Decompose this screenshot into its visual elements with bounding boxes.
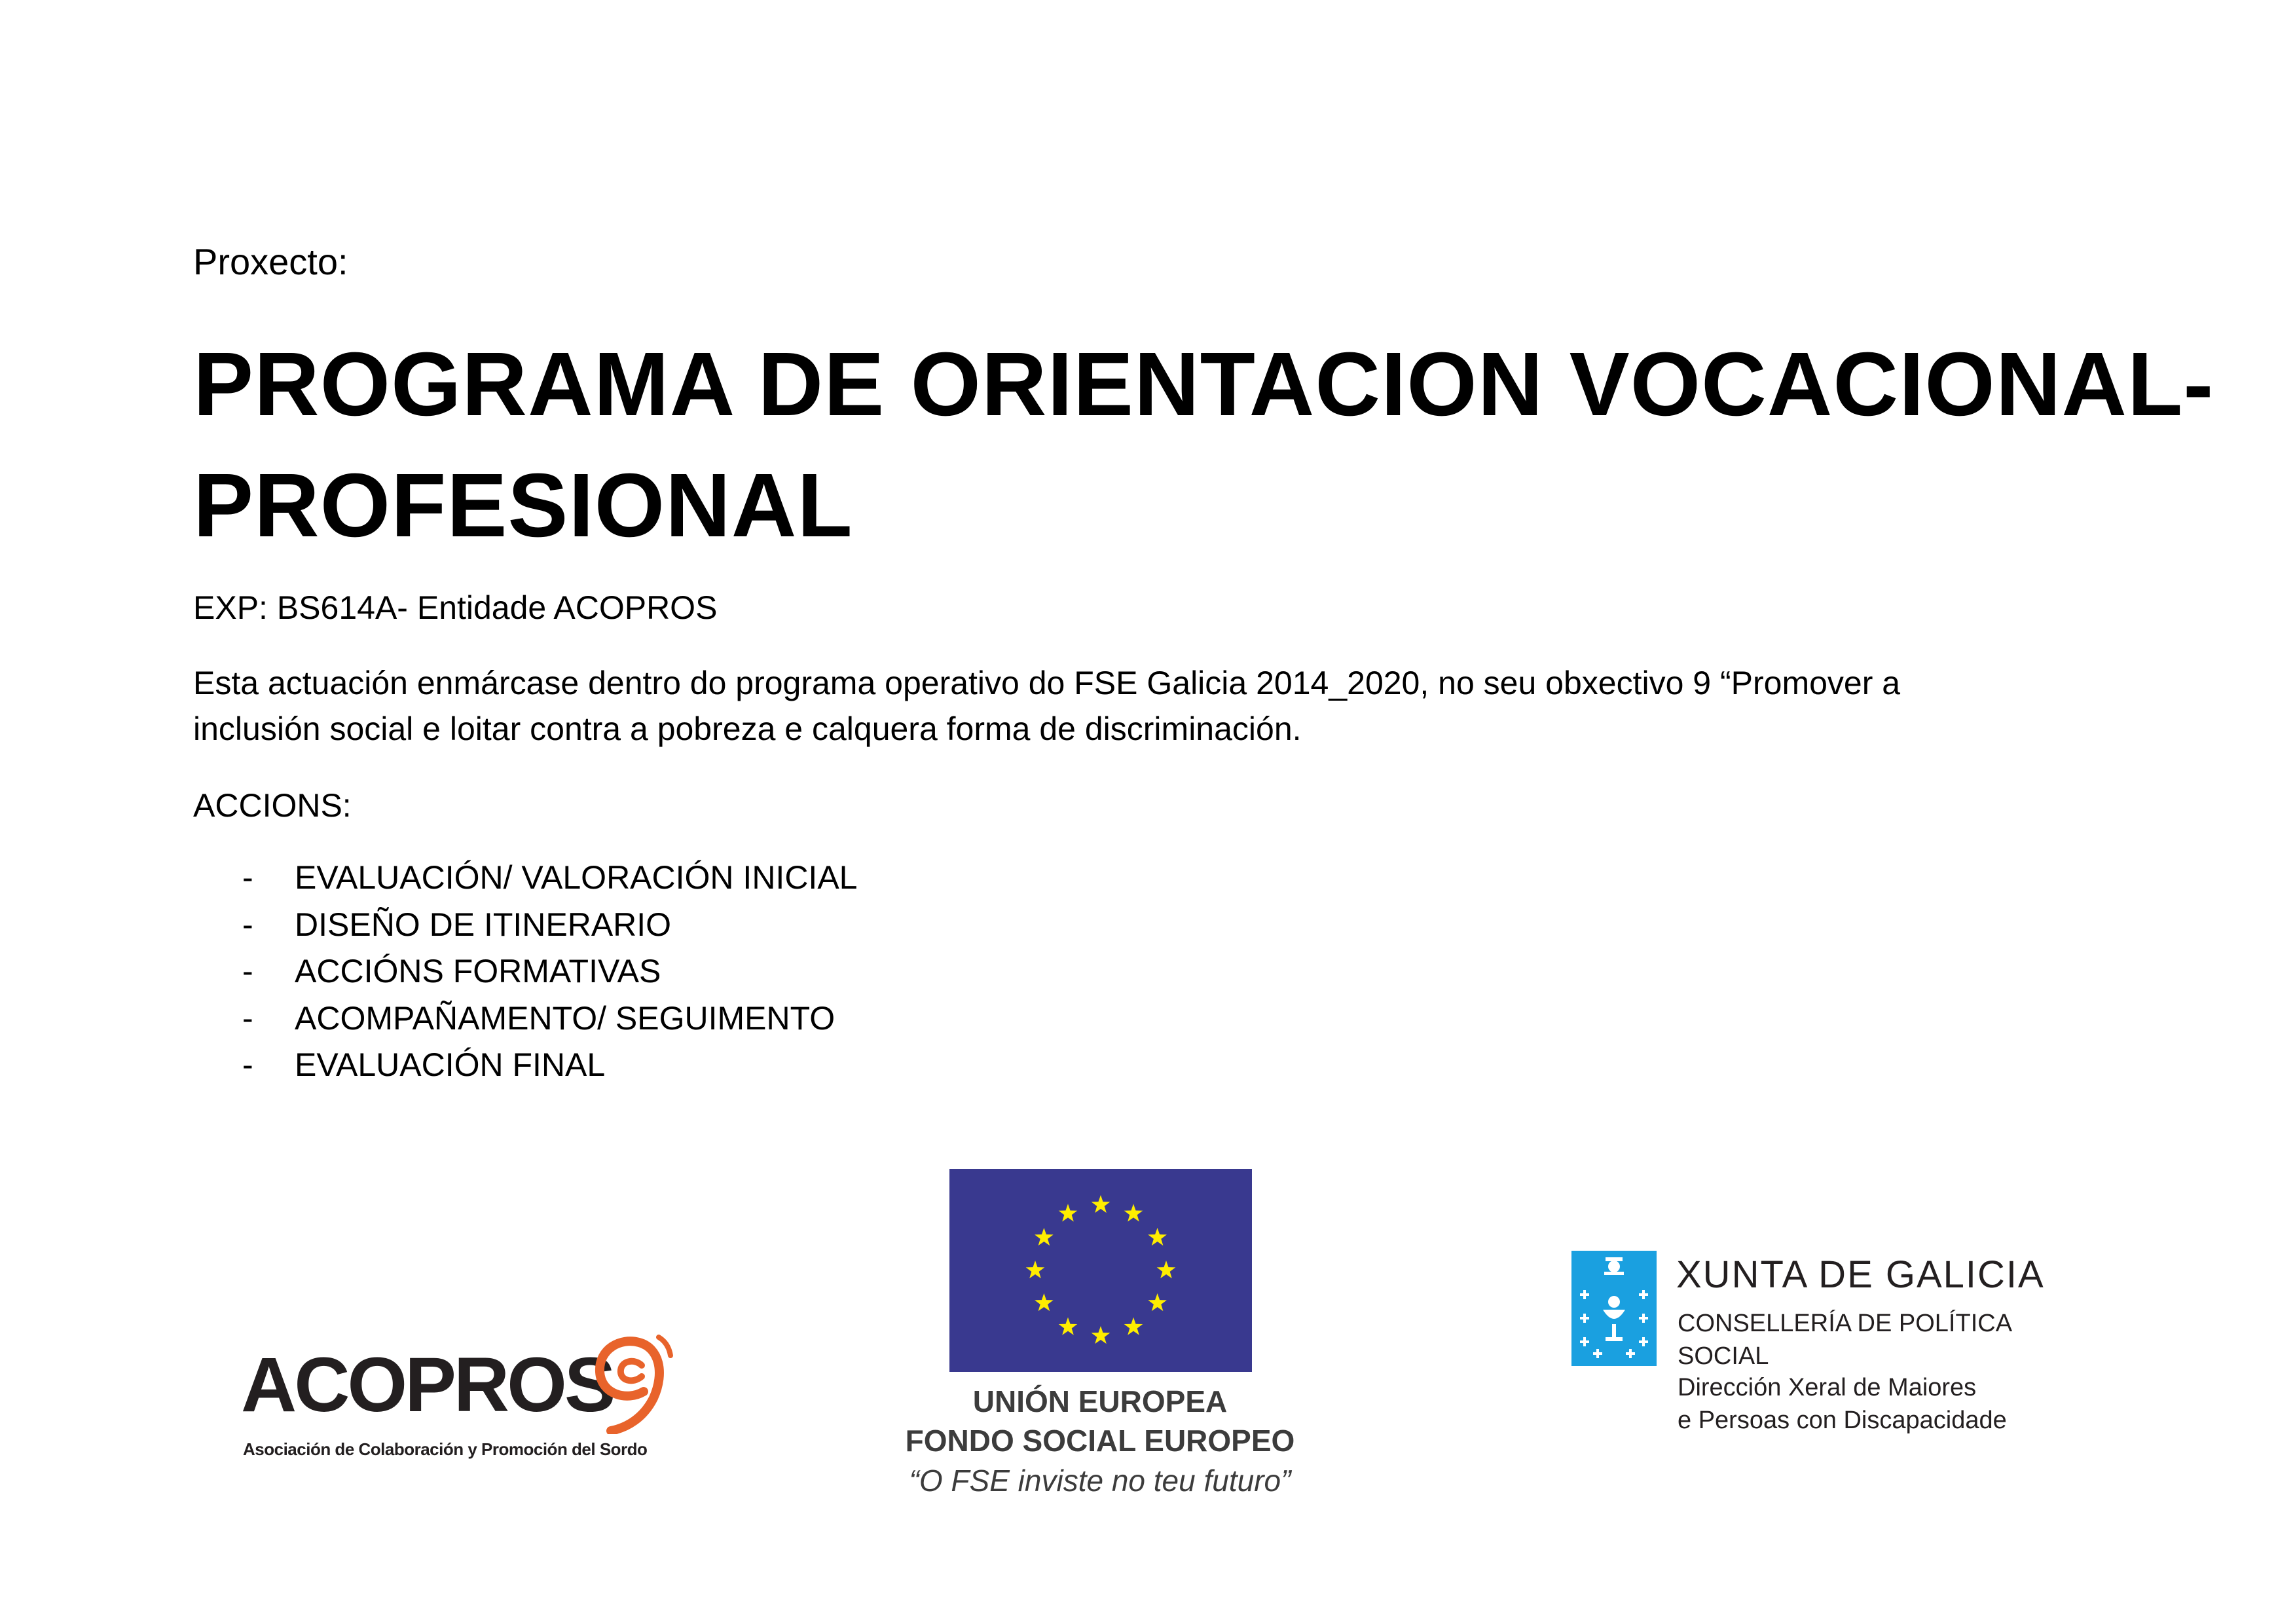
list-item xyxy=(242,902,857,949)
bullet-dash: - xyxy=(242,953,253,989)
list-item-text: ACOMPAÑAMENTO/ SEGUIMENTO xyxy=(295,999,835,1037)
xunta-shield-icon xyxy=(1571,1251,1657,1366)
description-paragraph xyxy=(193,660,2105,752)
page-title xyxy=(193,324,2214,566)
list-item-text: EVALUACIÓN/ VALORACIÓN INICIAL xyxy=(295,859,858,896)
list-item-text: DISEÑO DE ITINERARIO xyxy=(295,906,672,943)
list-item-text: ACCIÓNS FORMATIVAS xyxy=(295,953,661,989)
eu-slogan: “O FSE inviste no teu futuro” xyxy=(909,1464,1291,1498)
xunta-direccion-line: e Persoas con Discapacidade xyxy=(1678,1407,2007,1434)
xunta-direccion xyxy=(1678,1371,2007,1437)
acopros-wordmark: ACOPROS xyxy=(241,1342,614,1428)
list-item-text: EVALUACIÓN FINAL xyxy=(295,1046,606,1083)
title-line: PROFESIONAL xyxy=(193,455,853,556)
bullet-dash: - xyxy=(242,999,253,1037)
list-item xyxy=(242,1042,857,1089)
xunta-conselleria xyxy=(1678,1307,2012,1373)
acopros-logo xyxy=(241,1329,699,1480)
title-line: PROGRAMA DE ORIENTACION VOCACIONAL- xyxy=(193,334,2214,435)
xunta-conselleria-line: SOCIAL xyxy=(1678,1342,1769,1370)
description-line: Esta actuación enmárcase dentro do programa operativo do FSE Galicia 2014_2020, no seu obxectivo 9 “Promover a xyxy=(193,665,1901,701)
xunta-title: XUNTA DE GALICIA xyxy=(1676,1253,2045,1296)
xunta-direccion-line: Dirección Xeral de Maiores xyxy=(1678,1374,1977,1401)
list-item xyxy=(242,995,857,1043)
eu-fund-label: FONDO SOCIAL EUROPEO xyxy=(905,1424,1295,1458)
eu-union-label: UNIÓN EUROPEA xyxy=(972,1384,1228,1418)
accions-list xyxy=(242,855,857,1089)
description-line: inclusión social e loitar contra a pobreza e calquera forma de discriminación. xyxy=(193,710,1302,747)
bullet-dash: - xyxy=(242,906,253,943)
list-item xyxy=(242,855,857,902)
xunta-conselleria-line: CONSELLERÍA DE POLÍTICA xyxy=(1678,1310,2013,1337)
acopros-nine-icon xyxy=(581,1329,680,1434)
list-item xyxy=(242,948,857,995)
project-label: Proxecto: xyxy=(193,241,348,282)
acopros-subtitle: Asociación de Colaboración y Promoción del Sordo xyxy=(243,1439,648,1459)
accions-heading: ACCIONS: xyxy=(193,787,352,824)
bullet-dash: - xyxy=(242,1046,253,1083)
bullet-dash: - xyxy=(242,859,253,896)
expedient-number: EXP: BS614A- Entidade ACOPROS xyxy=(193,589,718,626)
eu-flag-icon xyxy=(949,1169,1252,1372)
